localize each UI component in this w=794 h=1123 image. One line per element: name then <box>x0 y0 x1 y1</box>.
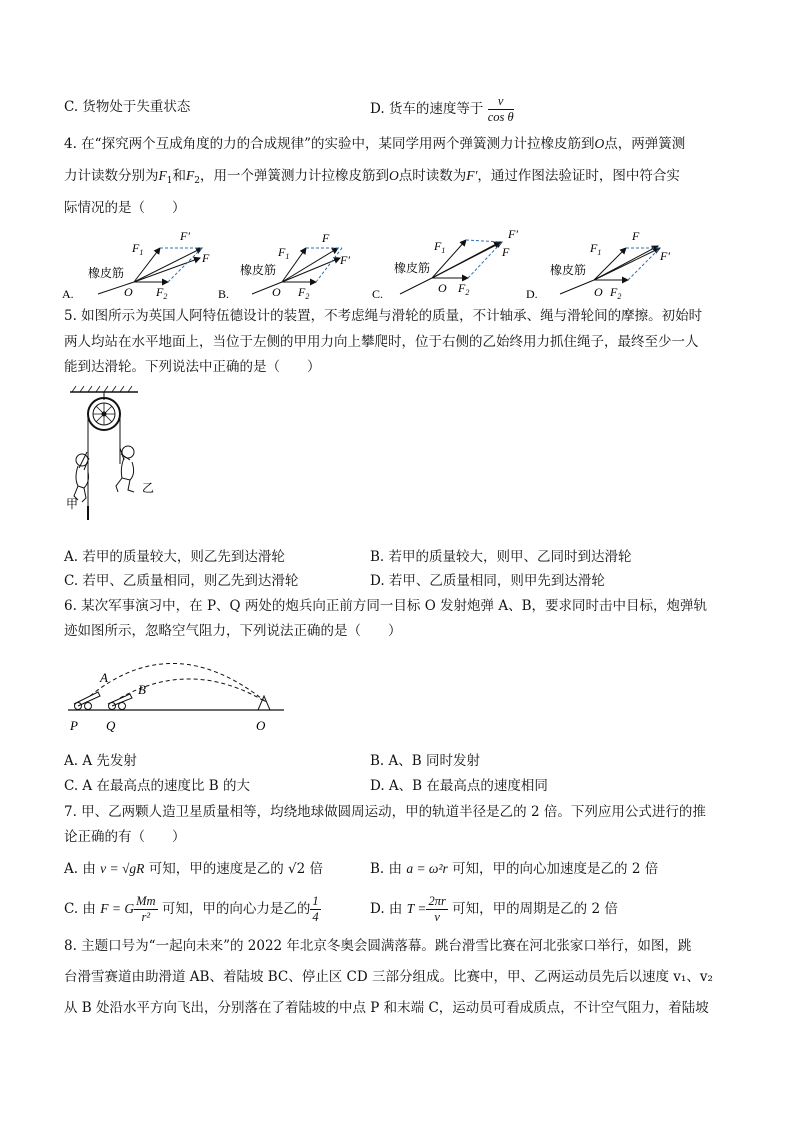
q5-stem-line1: 5. 如图所示为英国人阿特伍德设计的装置，不考虑绳与滑轮的质量，不计轴承、绳与滑轮间的摩擦。初始时 <box>64 308 703 324</box>
q7-option-a: A. 由 v = √gR 可知，甲的速度是乙的 √2 倍 <box>64 861 323 877</box>
q8-stem-line1: 8. 主题口号为“一起向未来”的 2022 年北京冬奥会圆满落幕。跳台滑雪比赛在河北张家口举行，如图，跳 <box>64 938 692 954</box>
svg-text:F′: F′ <box>340 253 350 267</box>
q7-stem-line2: 论正确的有（ ） <box>64 829 186 845</box>
svg-text:F2: $F_2$ <box>298 285 310 301</box>
svg-text:F1: $F_1$ <box>278 245 290 261</box>
q8-stem-line2: 台滑雪赛道由助滑道 AB、着陆坡 BC、停止区 CD 三部分组成。比赛中，甲、乙两运动员先后以速度 v₁、v₂ <box>64 969 713 985</box>
q4-figures <box>60 222 740 304</box>
q3-option-d-text: D. 货车的速度等于 <box>370 101 484 117</box>
q4-figure-a <box>62 229 210 301</box>
svg-text:F2: $F_2$ <box>458 281 470 297</box>
rubber-label: 橡皮筋 <box>240 263 277 277</box>
rubber-label: 橡皮筋 <box>550 263 587 277</box>
label-jia: 甲 <box>66 497 79 511</box>
q6-option-b: B. A、B 同时发射 <box>370 753 480 769</box>
q4-figure-d <box>526 229 670 301</box>
svg-text:O: O <box>124 285 133 299</box>
q6-option-d: D. A、B 在最高点的速度相同 <box>370 778 548 794</box>
q3-option-c: C. 货物处于失重状态 <box>64 99 191 115</box>
option-label: C. <box>372 287 384 301</box>
q4-stem-line1: 4. 在“探究两个互成角度的力的合成规律”的实验中，某同学用两个弹簧测力计拉橡皮筋到O点，两弹簧测 <box>64 136 686 152</box>
q7-stem-line1: 7. 甲、乙两颗人造卫星质量相等，均绕地球做圆周运动，甲的轨道半径是乙的 2 倍。下列应用公式进行的推 <box>64 804 706 820</box>
option-label: D. <box>526 287 538 301</box>
svg-text:O: O <box>438 281 447 295</box>
rubber-label: 橡皮筋 <box>88 266 125 280</box>
q5-option-d: D. 若甲、乙质量相同，则甲先到达滑轮 <box>370 573 605 589</box>
q6-stem-line1: 6. 某次军事演习中，在 P、Q 两处的炮兵向正前方同一目标 O 发射炮弹 A、B，要求同时击中目标，炮弹轨 <box>64 598 708 614</box>
svg-text:F: F <box>502 245 510 259</box>
svg-text:F′: F′ <box>508 227 518 241</box>
q6-trajectory-figure <box>62 652 292 736</box>
q4-stem-line2: 力计读数分别为$F_1$和$F_2$，用一个弹簧测力计拉橡皮筋到O点时读数为F′，通过作图法验证时，图中符合实 <box>64 168 680 186</box>
q6-option-a: A. A 先发射 <box>64 753 137 769</box>
q5-stem-line3: 能到达滑轮。下列说法中正确的是（ ） <box>64 359 321 375</box>
rubber-label: 橡皮筋 <box>394 261 431 275</box>
q7-option-b: B. 由 a = ω²r 可知，甲的向心加速度是乙的 2 倍 <box>370 861 659 877</box>
q5-option-b: B. 若甲的质量较大，则甲、乙同时到达滑轮 <box>370 549 632 565</box>
q5-atwood-figure <box>60 386 160 542</box>
svg-text:F1: $F_1$ <box>132 241 144 257</box>
q3-option-d <box>370 94 514 125</box>
q4-stem-line3: 际情况的是（ ） <box>64 200 186 216</box>
label-O: O <box>256 718 266 733</box>
svg-text:O: O <box>272 285 281 299</box>
q6-stem-line2: 迹如图所示，忽略空气阻力，下列说法正确的是（ ） <box>64 623 402 639</box>
q6-option-c: C. A 在最高点的速度比 B 的大 <box>64 778 250 794</box>
svg-text:F: F <box>322 231 330 245</box>
label-P: P <box>70 718 78 733</box>
svg-text:F′: F′ <box>180 229 190 243</box>
q4-figure-b <box>218 231 350 301</box>
q3-option-d-fraction: $\frac{v}{\text{cos θ}}$ <box>487 94 514 124</box>
option-label: B. <box>218 287 230 301</box>
svg-text:F′: F′ <box>660 249 670 263</box>
option-label: A. <box>62 287 74 301</box>
svg-text:F1: $F_1$ <box>590 241 602 257</box>
q5-option-a: A. 若甲的质量较大，则乙先到达滑轮 <box>64 549 285 565</box>
q5-option-c: C. 若甲、乙质量相同，则乙先到达滑轮 <box>64 573 299 589</box>
label-B: B <box>138 682 146 697</box>
q5-stem-line2: 两人均站在水平地面上，当位于左侧的甲用力向上攀爬时，位于右侧的乙始终用力抓住绳子，最终至少一人 <box>64 334 699 350</box>
svg-text:F1: $F_1$ <box>434 239 446 255</box>
label-Q: Q <box>106 718 116 733</box>
q8-stem-line3: 从 B 处沿水平方向飞出，分别落在了着陆坡的中点 P 和末端 C，运动员可看成质点，不计空气阻力，着陆坡 <box>64 1000 709 1016</box>
svg-text:F2: $F_2$ <box>610 285 622 301</box>
q7-option-d: D. 由 T = $\frac{2\pi r}{v}$ 可知，甲的周期是乙的 2 倍 <box>370 894 618 924</box>
svg-text:O: O <box>594 285 603 299</box>
label-yi: 乙 <box>142 481 155 495</box>
q7-option-c: C. 由 F = G $\frac{Mm}{\text{r²}}$ 可知，甲的向心力是乙的 $\frac{1}{4}$ <box>64 894 319 924</box>
label-A: A <box>100 670 108 685</box>
svg-text:F2: $F_2$ <box>156 285 168 301</box>
svg-text:F: F <box>202 251 210 265</box>
svg-text:F: F <box>632 229 640 243</box>
q4-figure-c <box>372 227 518 301</box>
